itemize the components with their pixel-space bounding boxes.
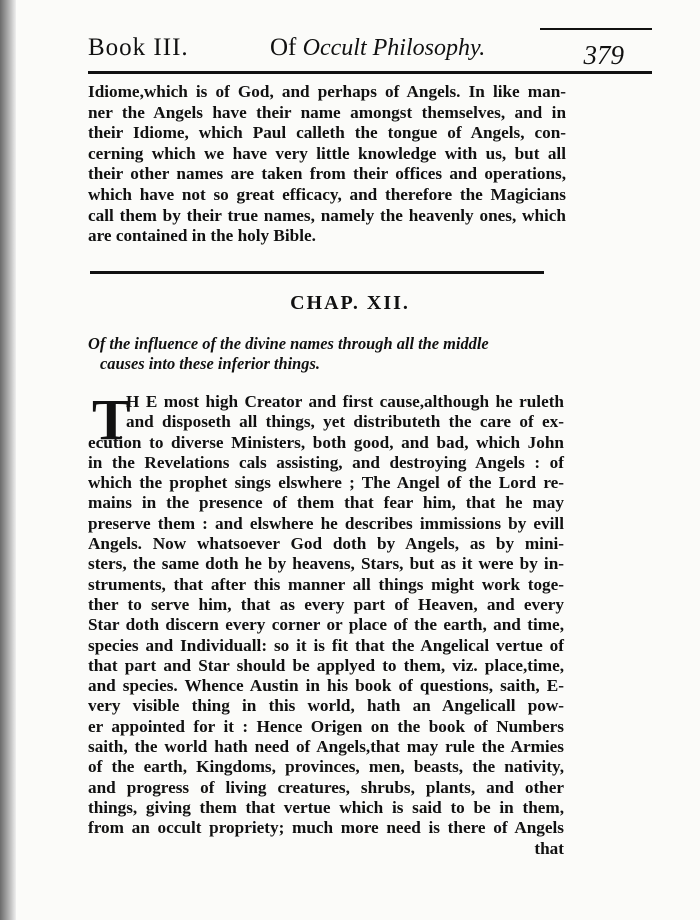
subtitle-line: Of the influence of the divine names through all the middle — [88, 334, 489, 353]
text-line: Idiome,which is of God, and perhaps of Angels. In like man- — [88, 82, 566, 101]
text-line: Star doth discern every corner or place of the earth, and time, — [88, 615, 564, 635]
subtitle-line: causes into these inferior things. — [100, 354, 320, 373]
drop-cap: T — [92, 387, 131, 452]
text-line: H E most high Creator and first cause,although he ruleth — [126, 392, 564, 411]
text-line: in the Revelations cals assisting, and destroying Angels : of — [88, 452, 564, 472]
text-line: of the earth, Kingdoms, provinces, men, beasts, the nativity, — [88, 757, 564, 777]
page-number: 379 — [583, 40, 624, 70]
chapter-heading: CHAP. XII. — [290, 292, 410, 314]
catchword: that — [534, 838, 564, 858]
title-prefix: Of — [270, 34, 297, 61]
running-header — [88, 30, 648, 70]
text-line: struments, that after this manner all things might work toge- — [88, 574, 564, 594]
text-line: ner the Angels have their name amongst themselves, and in — [88, 102, 566, 122]
text-line: preserve them : and elswhere he describes immissions by evill — [88, 513, 564, 533]
text-line: mains in the presence of them that fear him, that he may — [88, 493, 564, 513]
text-line: things, giving them that vertue which is said to be in them, — [88, 797, 564, 817]
text-line: sters, the same doth he by heavens, Stars, but as it were by in- — [88, 554, 564, 574]
running-title — [270, 34, 485, 62]
book-label: Book III. — [88, 34, 189, 61]
text-line: their other names are taken from their offices and operations, — [88, 164, 566, 184]
section-divider — [90, 271, 544, 274]
text-line: ecution to diverse Ministers, both good, and bad, which John — [88, 432, 564, 452]
text-line: and disposeth all things, yet distributeth the care of ex- — [126, 412, 564, 432]
chapter-body — [88, 387, 564, 859]
text-line: their Idiome, which Paul calleth the tongue of Angels, con- — [88, 123, 566, 143]
text-line: that part and Star should be applyed to them, viz. place,time, — [88, 655, 564, 675]
text-line: and progress of living creatures, shrubs, plants, and other — [88, 777, 564, 797]
text-line: cerning which we have very little knowledge with us, but all — [88, 143, 566, 163]
title-italic: Occult Philosophy. — [302, 35, 486, 61]
text-line: are contained in the holy Bible. — [88, 226, 316, 246]
text-line: and species. Whence Austin in his book of questions, saith, E- — [88, 676, 564, 696]
text-line: which the prophet sings elswhere ; The Angel of the Lord re- — [88, 473, 564, 493]
text-line: er appointed for it : Hence Origen on the book of Numbers — [88, 716, 564, 736]
text-line: saith, the world hath need of Angels,that may rule the Armies — [88, 737, 564, 757]
chapter-subtitle — [88, 334, 568, 374]
page-binding-shadow — [0, 0, 16, 920]
text-line: call them by their true names, namely the heavenly ones, which — [88, 205, 566, 225]
text-line: species and Individuall: so it is fit that the Angelical vertue of — [88, 635, 564, 655]
text-line: ther to serve him, that as every part of Heaven, and every — [88, 594, 564, 614]
text-line: Angels. Now whatsoever God doth by Angels, as by mini- — [88, 534, 564, 554]
text-line: from an occult propriety; much more need is there of Angels — [88, 818, 564, 838]
text-line: very visible thing in this world, hath an Angelicall pow- — [88, 696, 564, 716]
header-rule — [88, 71, 652, 74]
text-line: which have not so great efficacy, and therefore the Magicians — [88, 184, 566, 204]
intro-paragraph — [88, 82, 566, 247]
